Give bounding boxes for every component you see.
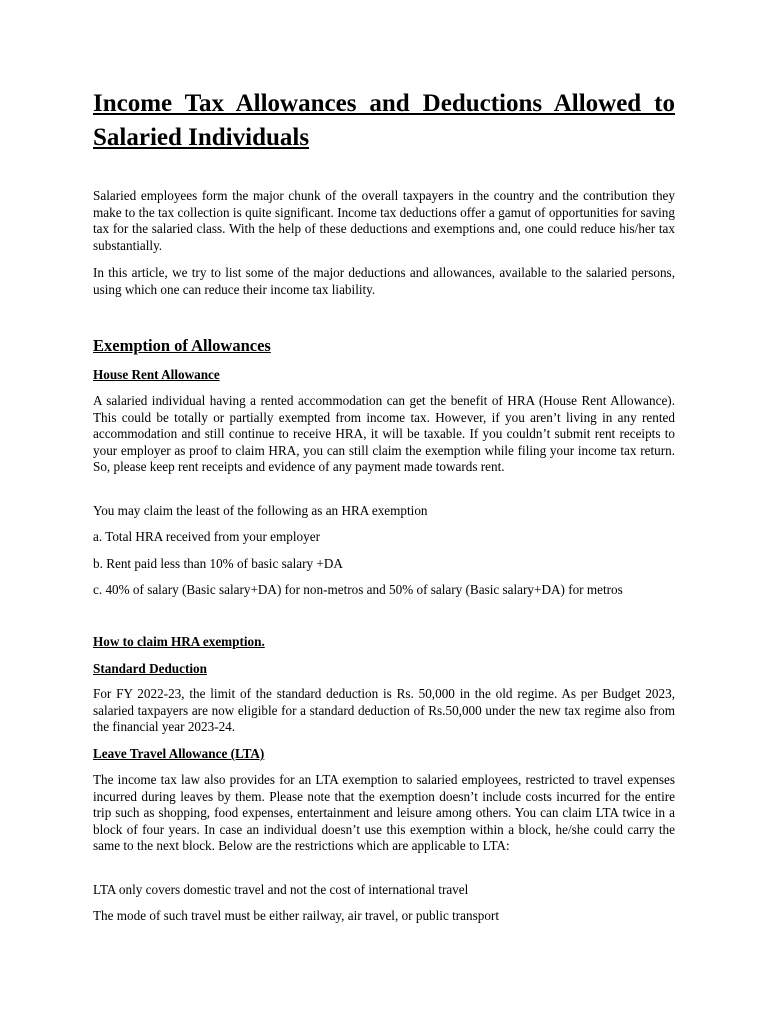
hra-option-c: c. 40% of salary (Basic salary+DA) for non-metros and 50% of salary (Basic salary+DA) for metros — [93, 582, 623, 597]
hra-option-b: b. Rent paid less than 10% of basic salary +DA — [93, 556, 343, 571]
standard-deduction-paragraph: For FY 2022-23, the limit of the standard deduction is Rs. 50,000 in the old regime. As per Budget 2023, salaried taxpayers are now eligible for a standard deduction of Rs.50,000 under the new tax regime also from the financial year 2023-24. — [93, 686, 675, 735]
hra-option-a: a. Total HRA received from your employer — [93, 529, 320, 544]
lta-restriction-2: The mode of such travel must be either railway, air travel, or public transport — [93, 908, 499, 923]
intro-paragraph-2: In this article, we try to list some of the major deductions and allowances, available to the salaried persons, using which one can reduce their income tax liability. — [93, 265, 675, 297]
hra-paragraph: A salaried individual having a rented accommodation can get the benefit of HRA (House Rent Allowance). This could be totally or partially exempted from income tax. However, if you aren’t living in any rented accommodation and still continue to receive HRA, it will be taxable. If you couldn’t submit rent receipts to your employer as proof to claim HRA, you can still claim the exemption while filing your income tax return. So, please keep rent receipts and evidence of any payment made towards rent. — [93, 393, 675, 475]
lta-restriction-1: LTA only covers domestic travel and not the cost of international travel — [93, 882, 469, 897]
lta-paragraph: The income tax law also provides for an LTA exemption to salaried employees, restricted to travel expenses incurred during leaves by them. Please note that the exemption doesn’t include costs incurred for the entire trip such as shopping, food expenses, entertainment and leisure among others. You can claim LTA twice in a block of four years. In case an individual doesn’t use this exemption within a block, he/she could carry the same to the next block. Below are the restrictions which are applicable to LTA: — [93, 772, 675, 854]
intro-paragraph-1: Salaried employees form the major chunk of the overall taxpayers in the country and the contribution they make to the tax collection is quite significant. Income tax deductions offer a gamut of opportunities for saving tax for the salaried class. With the help of these deductions and exemptions and, one could reduce his/her tax substantially. — [93, 188, 675, 253]
document-title: Income Tax Allowances and Deductions Allowed to Salaried Individuals — [93, 90, 675, 151]
hra-heading: House Rent Allowance — [93, 367, 220, 382]
exemption-heading: Exemption of Allowances — [93, 336, 271, 355]
hra-claim-intro: You may claim the least of the following as an HRA exemption — [93, 503, 428, 518]
hra-claim-link[interactable]: How to claim HRA exemption. — [93, 634, 265, 649]
lta-heading: Leave Travel Allowance (LTA) — [93, 746, 265, 761]
standard-deduction-heading: Standard Deduction — [93, 661, 207, 676]
